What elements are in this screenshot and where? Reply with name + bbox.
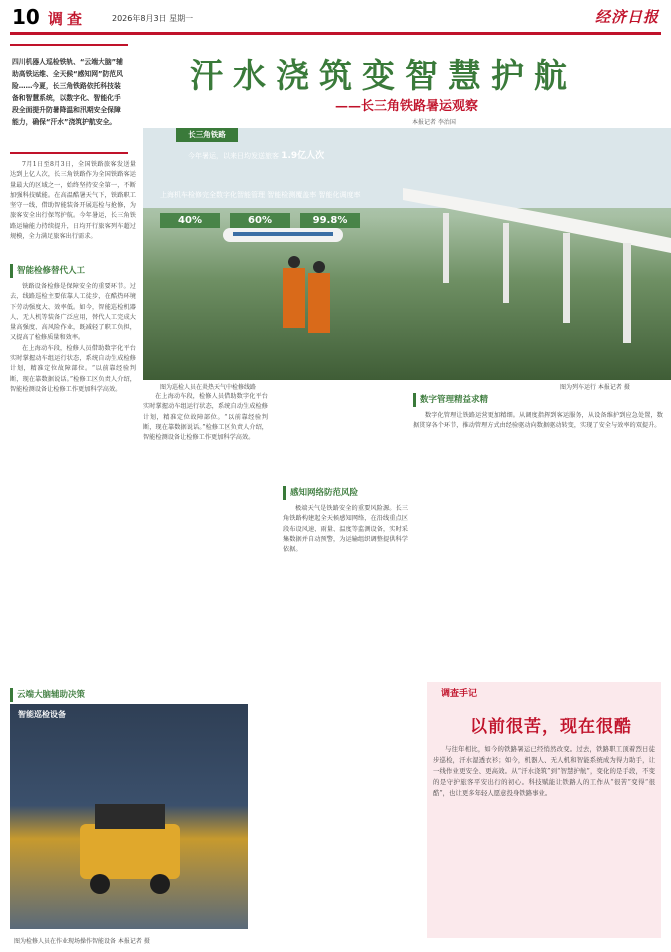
article-column (10, 160, 136, 260)
lede-box: 四川机器人巡检铁轨、“云端大脑”辅助高铁运维、全天候“感知网”防范风险……今夏，长三角铁路依托科技装备和智慧系统，以数字化、智能化手段全面提升防暑降温和汛期安全保障能力，确保“汗水”浇筑护航安全。 (10, 44, 128, 154)
paragraph: 极端天气是铁路安全的重要风险源。长三角铁路构建起全天候感知网络，在沿线重点区段布设风速、雨量、温度等监测设备，实时采集数据并自动预警，为运输组织调整提供科学依据。 (283, 505, 408, 554)
sidebar-text (433, 744, 655, 934)
byline: 本报记者 李治国 (412, 119, 456, 126)
railway-viaduct-illustration (143, 128, 671, 380)
sidebar-title: 以前很苦，现在很酷 (470, 717, 632, 737)
secondary-photo (10, 704, 248, 929)
issue-date: 2026年8月3日 星期一 (112, 14, 194, 23)
photo-tag: 长三角铁路 (176, 128, 238, 142)
percent-badge: 99.8% (300, 213, 360, 228)
section-heading: 数字管理精益求精 (413, 393, 530, 407)
headline: 汗水浇筑变智慧护航 (190, 56, 577, 95)
stat-row: 上海机车检修完全数字化智能管理 智能检测覆盖率 智能化调度率 (160, 191, 361, 199)
section-heading: 智能检修替代人工 (10, 264, 127, 278)
main-photo (143, 128, 671, 380)
photo-caption: 图为检修人员在作业现场操作智能设备 本报记者 摄 (14, 938, 150, 945)
inspection-robot-illustration (10, 704, 248, 929)
masthead: 经济日报 (594, 8, 659, 26)
stat-value: 1.9亿人次 (281, 151, 325, 161)
paragraph: 在上海动车段，检修人员借助数字化平台实时掌握动车组运行状态，系统自动生成检修计划，精准定位故障部位。“以前靠经验判断，现在靠数据说话。”检修工区负责人介绍，智能检测设备让检修工作更加科学高效。 (143, 393, 268, 442)
section-name: 调查 (48, 10, 87, 28)
article-column (283, 504, 408, 934)
page-number: 10 (12, 5, 40, 29)
percent-badge: 40% (160, 213, 220, 228)
section-heading: 云端大脑辅助决策 (10, 688, 127, 702)
article-column (10, 282, 136, 687)
article-column (413, 411, 663, 676)
stat-label: 今年暑运，以来日均发送旅客 (188, 152, 279, 160)
stat-line (188, 148, 324, 161)
percent-badge: 60% (230, 213, 290, 228)
sidebar-heading: 调查手记 (441, 689, 478, 699)
paragraph: 与往年相比，如今的铁路暑运已经悄然改变。过去，铁路职工顶着烈日徒步巡检，汗水湿透衣衫；如今，机器人、无人机和智能系统成为得力助手，让一线作业更安全、更高效。从“汗水浇筑”到“智慧护航”，变化的是手段，不变的是守护旅客平安出行的初心。科技赋能让铁路人的工作从“很苦”变得“很酷”，也让更多年轻人愿意投身铁路事业。 (433, 745, 655, 797)
page-header (0, 0, 671, 36)
photo-caption: 图为巡检人员在炎热天气中检修线路 (160, 384, 257, 391)
paragraph: 数字化管理让铁路运营更加精细。从调度指挥到客运服务，从设备维护到应急处置，数据贯穿各个环节，推动管理方式由经验驱动向数据驱动转变，实现了安全与效率的双提升。 (413, 412, 663, 430)
header-rule (10, 32, 661, 35)
paragraph: 铁路设备检修是保障安全的重要环节。过去，线路巡检主要依靠人工徒步，在酷热环境下劳动强度大、效率低。如今，智能巡检机器人、无人机等装备广泛应用，替代人工完成大量高强度、高风险作业，既减轻了职工负担，又提高了检修质量和效率。 (10, 283, 136, 342)
subheadline: ——长三角铁路暑运观察 (335, 99, 479, 114)
photo-caption: 图为列车运行 本报记者 摄 (560, 384, 630, 391)
photo-label: 智能巡检设备 (18, 710, 66, 719)
paragraph: 7月1日至8月3日，全国铁路旅客发送量达到上亿人次，长三角铁路作为全国铁路客运量最大的区域之一，始终坚持安全第一，不断加强科技赋能。在高温酷暑天气下，铁路职工坚守一线，借助智能装备开展巡检与抢修，为旅客安全出行保驾护航。今年暑运，长三角铁路运输能力持续提升，日均开行旅客列车超过规模，全力满足旅客出行需求。 (10, 161, 136, 241)
paragraph: 在上海动车段，检修人员借助数字化平台实时掌握动车组运行状态，系统自动生成检修计划，精准定位故障部位。“以前靠经验判断，现在靠数据说话。”检修工区负责人介绍，智能检测设备让检修工作更加科学高效。 (10, 344, 136, 393)
section-heading: 感知网络防范风险 (283, 486, 400, 500)
